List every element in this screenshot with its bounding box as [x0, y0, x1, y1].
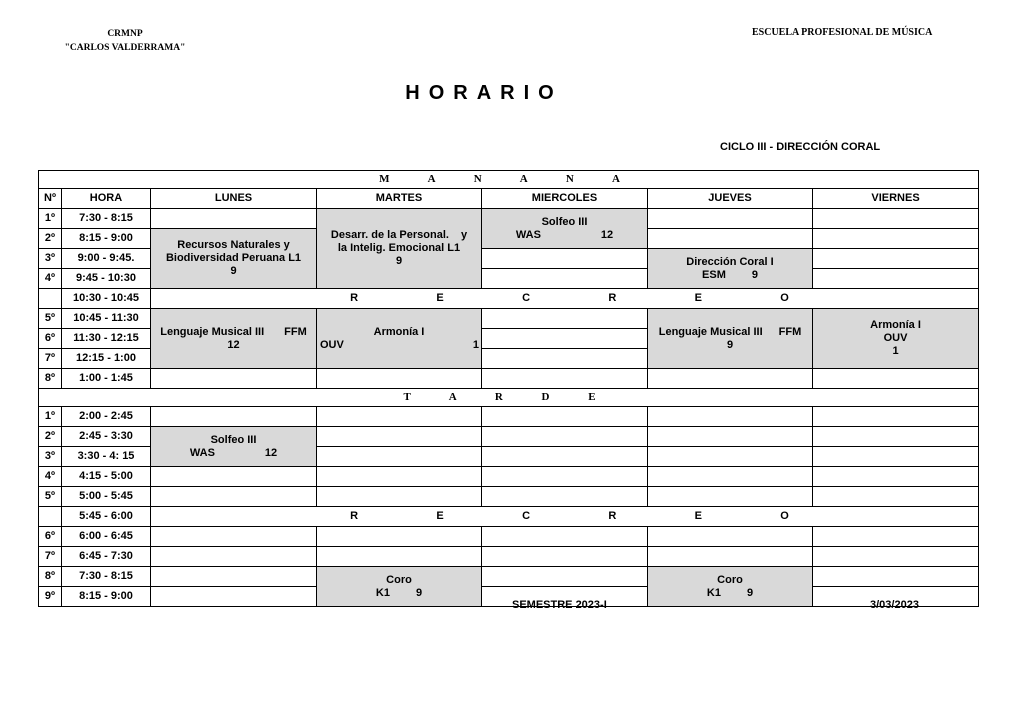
slot-number: 3º — [39, 447, 62, 467]
course-name: Armonía I — [870, 319, 921, 331]
course-cell-recursos-naturales — [151, 229, 317, 289]
empty-cell — [482, 547, 648, 567]
slot-time: 1:00 - 1:45 — [62, 369, 151, 389]
teacher-code: OUV — [883, 332, 908, 344]
empty-cell — [813, 567, 979, 587]
column-header: MARTES — [317, 189, 482, 209]
empty-cell — [151, 407, 317, 427]
table-row — [39, 171, 979, 189]
empty-cell — [482, 349, 648, 369]
schedule-table — [38, 170, 979, 607]
table-row — [39, 289, 979, 309]
teacher-code: OUV — [320, 338, 344, 351]
empty-cell — [813, 487, 979, 507]
institution-name — [40, 27, 210, 55]
empty-cell — [151, 567, 317, 587]
slot-time: 5:00 - 5:45 — [62, 487, 151, 507]
table-row — [39, 407, 979, 427]
slot-time: 3:30 - 4: 15 — [62, 447, 151, 467]
course-credits: 1 — [472, 338, 479, 351]
afternoon-section-header: T A R D E — [39, 389, 979, 407]
slot-number: 1º — [39, 407, 62, 427]
course-credits: 9 — [751, 268, 758, 281]
table-row — [39, 389, 979, 407]
slot-time: 12:15 - 1:00 — [62, 349, 151, 369]
column-header: Nº — [39, 189, 62, 209]
institution-line-1: CRMNP — [107, 29, 143, 39]
empty-cell — [482, 467, 648, 487]
table-row — [39, 427, 979, 447]
empty-cell — [317, 447, 482, 467]
empty-cell — [648, 229, 813, 249]
table-row — [39, 587, 979, 607]
course-credits: 12 — [227, 338, 240, 351]
table-row — [39, 547, 979, 567]
course-name: Coro — [386, 573, 412, 586]
slot-number: 7º — [39, 547, 62, 567]
empty-cell — [39, 507, 62, 527]
morning-section-header: M A N A N A — [39, 171, 979, 189]
table-row — [39, 527, 979, 547]
course-cell-armonia-martes — [317, 309, 482, 369]
empty-cell — [813, 209, 979, 229]
recess-banner — [151, 289, 979, 309]
course-credits: 9 — [415, 586, 423, 599]
empty-cell — [648, 369, 813, 389]
table-row — [39, 369, 979, 389]
institution-line-2: "CARLOS VALDERRAMA" — [64, 43, 186, 53]
table-row — [39, 487, 979, 507]
slot-number: 3º — [39, 249, 62, 269]
slot-number: 2º — [39, 427, 62, 447]
empty-cell — [39, 289, 62, 309]
recess-letter: E — [694, 510, 702, 522]
empty-cell — [648, 547, 813, 567]
recess-letter: R — [350, 510, 359, 522]
empty-cell — [482, 249, 648, 269]
slot-number: 8º — [39, 567, 62, 587]
course-cell-coro-martes — [317, 567, 482, 607]
table-row — [39, 209, 979, 229]
empty-cell — [648, 209, 813, 229]
teacher-code: ESM — [702, 268, 726, 281]
course-cell-solfeo-iii-tarde — [151, 427, 317, 467]
course-name-part: y — [460, 229, 468, 241]
semester-label: SEMESTRE 2023-I — [512, 599, 607, 611]
empty-cell — [648, 447, 813, 467]
empty-cell — [482, 329, 648, 349]
empty-cell — [813, 407, 979, 427]
slot-time: 9:00 - 9:45. — [62, 249, 151, 269]
course-credits: 12 — [600, 228, 614, 241]
recess-letter: R — [350, 292, 359, 304]
slot-number: 4º — [39, 467, 62, 487]
empty-cell — [482, 567, 648, 587]
empty-cell — [813, 467, 979, 487]
course-name: Solfeo III — [541, 215, 588, 228]
empty-cell — [482, 309, 648, 329]
empty-cell — [482, 487, 648, 507]
slot-time: 11:30 - 12:15 — [62, 329, 151, 349]
recess-letter: E — [694, 292, 702, 304]
slot-time: 6:45 - 7:30 — [62, 547, 151, 567]
course-name: Lenguaje Musical III — [160, 325, 265, 338]
empty-cell — [813, 527, 979, 547]
slot-time: 10:30 - 10:45 — [62, 289, 151, 309]
course-cell-solfeo-iii — [482, 209, 648, 249]
course-cell-armonia-viernes — [813, 309, 979, 369]
slot-number: 7º — [39, 349, 62, 369]
slot-time: 7:30 - 8:15 — [62, 209, 151, 229]
cycle-label: CICLO III - DIRECCIÓN CORAL — [720, 141, 881, 153]
slot-number: 8º — [39, 369, 62, 389]
teacher-code: FFM — [778, 325, 802, 338]
empty-cell — [482, 407, 648, 427]
slot-number: 5º — [39, 309, 62, 329]
course-credits: 9 — [230, 265, 237, 277]
column-header: VIERNES — [813, 189, 979, 209]
slot-number: 1º — [39, 209, 62, 229]
table-header-row — [39, 189, 979, 209]
empty-cell — [482, 369, 648, 389]
table-row — [39, 507, 979, 527]
empty-cell — [317, 527, 482, 547]
column-header: MIERCOLES — [482, 189, 648, 209]
empty-cell — [482, 447, 648, 467]
page-title: HORARIO — [405, 82, 563, 104]
empty-cell — [151, 369, 317, 389]
course-cell-coro-jueves — [648, 567, 813, 607]
empty-cell — [317, 547, 482, 567]
slot-number: 6º — [39, 527, 62, 547]
empty-cell — [317, 467, 482, 487]
empty-cell — [151, 587, 317, 607]
teacher-code: WAS — [189, 446, 215, 459]
column-header: HORA — [62, 189, 151, 209]
course-cell-lenguaje-musical-jueves — [648, 309, 813, 369]
empty-cell — [648, 427, 813, 447]
empty-cell — [648, 487, 813, 507]
empty-cell — [813, 229, 979, 249]
recess-letter: R — [608, 510, 617, 522]
recess-letter: C — [522, 510, 531, 522]
course-name: Dirección Coral I — [686, 255, 774, 268]
course-name: Desarr. de la Personal. — [330, 229, 449, 241]
recess-letter: O — [780, 510, 789, 522]
empty-cell — [151, 487, 317, 507]
teacher-code: WAS — [515, 228, 541, 241]
slot-time: 6:00 - 6:45 — [62, 527, 151, 547]
teacher-code: FFM — [284, 325, 307, 338]
slot-number: 2º — [39, 229, 62, 249]
course-credits: 9 — [395, 255, 403, 267]
slot-time: 9:45 - 10:30 — [62, 269, 151, 289]
course-name: Lenguaje Musical III — [658, 325, 763, 338]
recess-letter: O — [780, 292, 789, 304]
empty-cell — [151, 467, 317, 487]
slot-time: 8:15 - 9:00 — [62, 229, 151, 249]
slot-number: 5º — [39, 487, 62, 507]
empty-cell — [648, 407, 813, 427]
teacher-code: K1 — [706, 586, 721, 599]
course-name-cont: Biodiversidad Peruana L1 — [165, 252, 302, 264]
table-row — [39, 467, 979, 487]
slot-time: 7:30 - 8:15 — [62, 567, 151, 587]
course-name: Coro — [717, 573, 743, 586]
recess-letter: E — [436, 292, 444, 304]
slot-time: 2:00 - 2:45 — [62, 407, 151, 427]
school-name: ESCUELA PROFESIONAL DE MÚSICA — [752, 27, 933, 38]
empty-cell — [151, 527, 317, 547]
recess-letter: R — [608, 292, 617, 304]
slot-time: 2:45 - 3:30 — [62, 427, 151, 447]
empty-cell — [648, 527, 813, 547]
course-name: Solfeo III — [210, 433, 257, 446]
empty-cell — [482, 427, 648, 447]
table-row — [39, 309, 979, 329]
empty-cell — [813, 427, 979, 447]
empty-cell — [151, 547, 317, 567]
course-credits: 9 — [746, 586, 754, 599]
course-cell-desarrollo-personal — [317, 209, 482, 289]
empty-cell — [813, 369, 979, 389]
recess-banner — [151, 507, 979, 527]
empty-cell — [813, 269, 979, 289]
table-row — [39, 567, 979, 587]
recess-letter: E — [436, 510, 444, 522]
teacher-code: K1 — [375, 586, 390, 599]
course-credits: 9 — [726, 338, 734, 351]
slot-time: 4:15 - 5:00 — [62, 467, 151, 487]
column-header: JUEVES — [648, 189, 813, 209]
empty-cell — [317, 427, 482, 447]
empty-cell — [317, 369, 482, 389]
empty-cell — [813, 249, 979, 269]
date-label: 3/03/2023 — [870, 599, 919, 611]
empty-cell — [813, 547, 979, 567]
slot-number: 4º — [39, 269, 62, 289]
column-header: LUNES — [151, 189, 317, 209]
course-credits: 1 — [892, 345, 899, 357]
empty-cell — [151, 209, 317, 229]
empty-cell — [317, 407, 482, 427]
slot-time: 5:45 - 6:00 — [62, 507, 151, 527]
course-name: Recursos Naturales y — [177, 239, 290, 251]
empty-cell — [648, 467, 813, 487]
course-name: Armonía I — [373, 325, 425, 338]
course-name-cont: la Intelig. Emocional L1 — [337, 242, 461, 254]
empty-cell — [482, 527, 648, 547]
slot-time: 8:15 - 9:00 — [62, 587, 151, 607]
slot-number: 6º — [39, 329, 62, 349]
course-cell-direccion-coral — [648, 249, 813, 289]
slot-number: 9º — [39, 587, 62, 607]
empty-cell — [317, 487, 482, 507]
empty-cell — [813, 447, 979, 467]
recess-letter: C — [522, 292, 531, 304]
empty-cell — [482, 269, 648, 289]
course-cell-lenguaje-musical-lunes — [151, 309, 317, 369]
course-credits: 12 — [264, 446, 278, 459]
slot-time: 10:45 - 11:30 — [62, 309, 151, 329]
